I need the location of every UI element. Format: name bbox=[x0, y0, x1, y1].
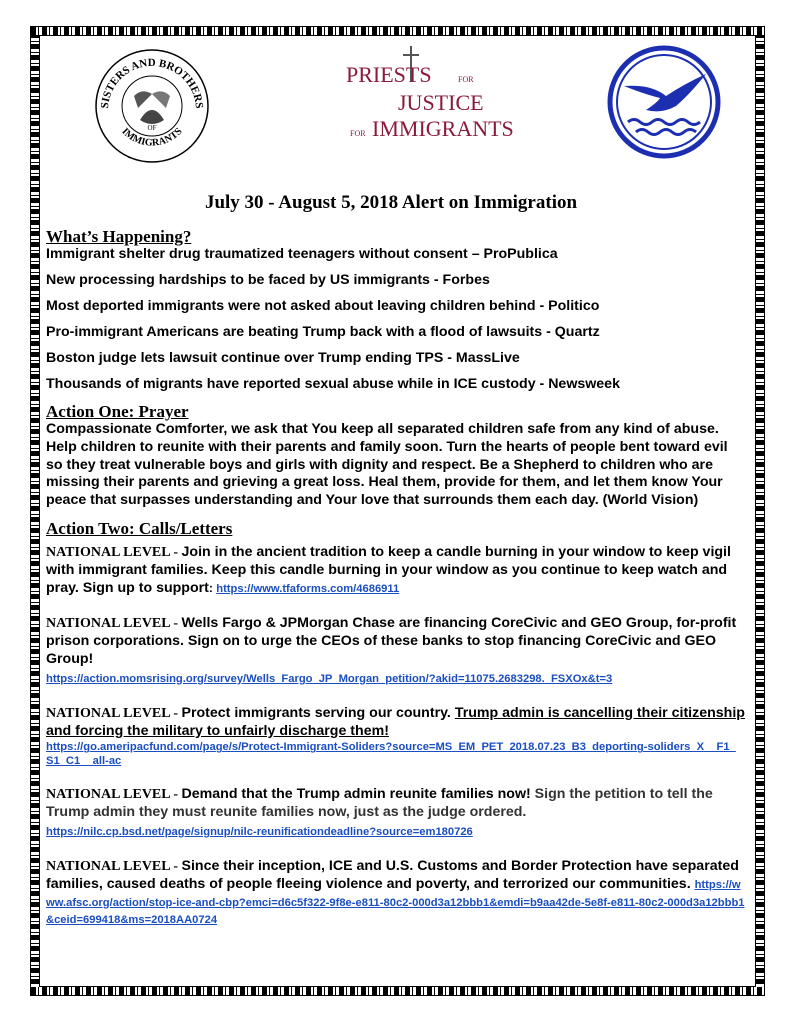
news-item: Thousands of migrants have reported sexual abuse while in ICE custody - Newsweek bbox=[46, 376, 620, 392]
action-text-secondary: Sign the petition to tell the Trump admin they must reunite families now, just as the judge ordered. bbox=[46, 786, 713, 821]
level-label: NATIONAL LEVEL bbox=[46, 858, 170, 874]
action-block-2 bbox=[46, 615, 746, 686]
action-block-1 bbox=[46, 544, 746, 597]
prayer-text: Compassionate Comforter, we ask that You keep all separated children safe from any kind of abuse. Help children to reunite with their parents and family soon. Turn the hearts of people bent toward evil so they treat vulnerable boys and girls with dignity and respect. Be a Shepherd to children who are missing their parents and grieving a great loss. Heal them, provide for them, and let them know Your peace that surpasses understanding and Your love that surrounds them each day. (World Vision) bbox=[46, 421, 728, 509]
page-title: July 30 - August 5, 2018 Alert on Immigration bbox=[204, 192, 578, 213]
action-text: Demand that the Trump admin reunite families now! bbox=[181, 786, 535, 803]
logo2-line1: PRIESTS bbox=[346, 62, 432, 87]
whats-happening-heading: What’s Happening? bbox=[46, 227, 192, 246]
action-block-3 bbox=[46, 705, 746, 769]
logo1-bottom-text: IMMIGRANTS bbox=[119, 126, 185, 149]
news-item: Boston judge lets lawsuit continue over Trump ending TPS - MassLive bbox=[46, 350, 520, 366]
level-label: NATIONAL LEVEL bbox=[46, 787, 170, 803]
separator: - bbox=[169, 705, 182, 721]
colon: : bbox=[208, 580, 217, 595]
bird-circle-logo bbox=[606, 44, 722, 160]
news-item: New processing hardships to be faced by US immigrants - Forbes bbox=[46, 272, 490, 288]
separator: - bbox=[169, 787, 182, 803]
petition-link[interactable]: https://www.afsc.org/action/stop-ice-and-cbp?emci=d6c5f322-9f8e-e811-80c2-000d3a12bbb1&emdi=b9aa42de-5e8f-e811-80c2-000d3a12bbb1&ceid=699418&ms=2018AA0724 bbox=[46, 878, 745, 927]
news-item: Pro-immigrant Americans are beating Trump back with a flood of lawsuits - Quartz bbox=[46, 324, 600, 340]
news-list bbox=[46, 246, 746, 393]
action-block-4 bbox=[46, 786, 746, 840]
logo1-top-text: SISTERS AND BROTHERS bbox=[98, 56, 206, 109]
action-two-heading: Action Two: Calls/Letters bbox=[46, 518, 233, 538]
news-item: Most deported immigrants were not asked about leaving children behind - Politico bbox=[46, 298, 600, 314]
level-label: NATIONAL LEVEL bbox=[46, 616, 170, 632]
action-text-underlined: Trump admin is cancelling their citizenship and forcing the military to unfairly discharge them! bbox=[46, 704, 745, 739]
action-text: Join in the ancient tradition to keep a candle burning in your window to keep vigil with immigrant families. Keep this candle burning in your window as you continue to keep watch and pray. Sign up to support bbox=[46, 543, 731, 596]
petition-link[interactable]: https://www.tfaforms.com/4686911 bbox=[216, 582, 400, 595]
petition-link[interactable]: https://action.momsrising.org/survey/Wells_Fargo_JP_Morgan_petition/?akid=11075.2683298._FSXOx&t=3 bbox=[46, 672, 613, 685]
action-text: Since their inception, ICE and U.S. Customs and Border Protection have separated families, caused deaths of people fleeing violence and poverty, and terrorized our communities. bbox=[46, 857, 739, 892]
action-text: Protect immigrants serving our country. bbox=[181, 704, 455, 721]
logo-row bbox=[46, 40, 746, 170]
action-block-5 bbox=[46, 858, 746, 929]
action-one-heading: Action One: Prayer bbox=[46, 402, 189, 421]
page-content bbox=[46, 40, 746, 929]
petition-link[interactable]: https://nilc.cp.bsd.net/page/signup/nilc-reunificationdeadline?source=em180726 bbox=[46, 825, 473, 838]
priests-for-justice-logo bbox=[318, 40, 528, 150]
logo1-mid-text: OF bbox=[147, 124, 157, 132]
logo2-for1: FOR bbox=[458, 75, 474, 84]
level-label: NATIONAL LEVEL bbox=[46, 705, 170, 721]
sisters-brothers-logo bbox=[94, 48, 210, 164]
petition-link[interactable]: https://go.ameripacfund.com/page/s/Protect-Immigrant-Soliders?source=MS_EM_PET_2018.07.23_B3_deporting-soliders_X__F1_S1_C1__all-ac bbox=[46, 741, 736, 768]
action-text: Wells Fargo & JPMorgan Chase are financing CoreCivic and GEO Group, for-profit prison corporations. Sign on to urge the CEOs of these banks to stop financing CoreCivic and GEO Group! bbox=[46, 615, 737, 667]
logo2-for2: FOR bbox=[350, 129, 366, 138]
news-item: Immigrant shelter drug traumatized teenagers without consent – ProPublica bbox=[46, 246, 558, 262]
separator: - bbox=[169, 616, 182, 632]
separator: - bbox=[169, 858, 182, 874]
separator: - bbox=[169, 544, 182, 560]
logo2-line2: JUSTICE bbox=[398, 90, 484, 115]
level-label: NATIONAL LEVEL bbox=[46, 544, 170, 560]
logo2-line3: IMMIGRANTS bbox=[372, 116, 514, 141]
